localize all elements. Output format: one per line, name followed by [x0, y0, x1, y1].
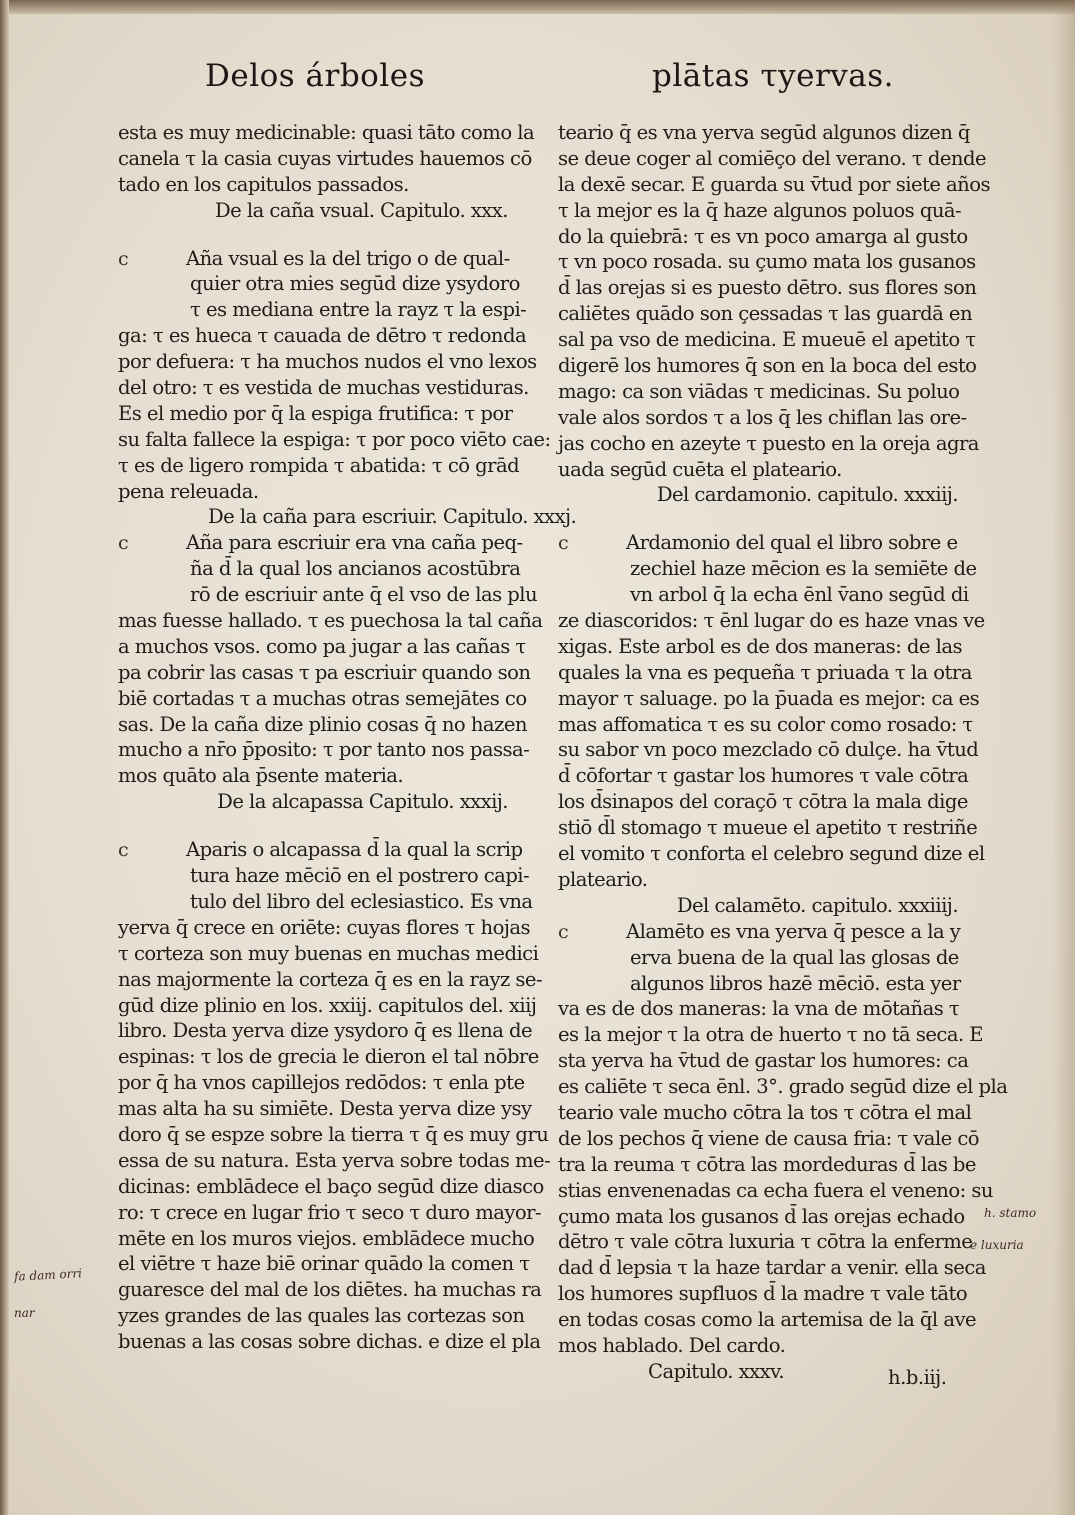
text-line: gūd dize plinio en los. xxiij. capitulos del. xiij: [118, 993, 537, 1017]
text-line: pa cobrir las casas τ pa escriuir quando son: [118, 660, 531, 684]
text-line: uada segūd cuēta el plateario.: [558, 457, 842, 481]
text-line: vale alos sordos τ a los q̄ les chiflan las ore-: [558, 405, 967, 429]
text-line: del otro: τ es vestida de muchas vestiduras.: [118, 376, 529, 400]
chapter-heading: De la caña para escriuir. Capitulo. xxxj.: [208, 505, 577, 529]
text-line: mas alta ha su simiēte. Desta yerva dize ysy: [118, 1097, 532, 1121]
initial-guide-letter: c: [558, 920, 569, 943]
text-line: yzes grandes de las quales las cortezas son: [118, 1304, 525, 1328]
text-line: nas majormente la corteza q̄ es en la rayz se-: [118, 967, 543, 991]
text-line: el vomito τ conforta el celebro segund dize el: [558, 842, 985, 866]
text-line: los humores supfluos d̄ la madre τ vale tāto: [558, 1282, 968, 1306]
left-column: [118, 120, 577, 1355]
initial-guide-letter: c: [118, 839, 129, 862]
text-line: el viētre τ haze biē orinar quādo la comen τ: [118, 1252, 530, 1276]
text-line: por q̄ ha vnos capillejos redōdos: τ enla pte: [118, 1071, 525, 1095]
text-line: canela τ la casia cuyas virtudes hauemos cō: [118, 146, 532, 170]
text-line: stias envenenadas ca echa fuera el veneno: su: [558, 1178, 993, 1202]
text-line: mos quāto ala p̄sente materia.: [118, 764, 404, 788]
chapter-heading: De la alcapassa Capitulo. xxxij.: [217, 790, 508, 814]
text-line: tura haze mēciō en el postrero capi-: [190, 864, 530, 888]
text-line: tado en los capitulos passados.: [118, 172, 409, 196]
line-gap: [118, 815, 518, 837]
text-line: mas fuesse hallado. τ es puechosa la tal caña: [118, 609, 543, 633]
text-line: por defuera: τ ha muchos nudos el vno lexos: [118, 350, 537, 374]
line-text: Ardamonio del qual el libro sobre e: [626, 531, 958, 555]
text-line: caliētes quādo son çessadas τ las guardā en: [558, 302, 973, 326]
text-line: guaresce del mal de los diētes. ha muchas ra: [118, 1278, 542, 1302]
text-line: mucho a nr̄o p̄posito: τ por tanto nos passa-: [118, 738, 530, 762]
text-line: dad d̄ lepsia τ la haze tardar a venir. ella seca: [558, 1256, 986, 1280]
text-line: do la quiebrā: τ es vn poco amarga al gusto: [558, 224, 968, 248]
signature-mark: h.b.iij.: [888, 1366, 947, 1389]
text-line: vn arbol q̄ la echa ēnl v̄ano segūd di: [630, 583, 969, 607]
text-line: a muchos vsos. como pa jugar a las cañas τ: [118, 634, 526, 658]
text-line: essa de su natura. Esta yerva sobre todas me-: [118, 1148, 551, 1172]
text-line: teario vale mucho cōtra la tos τ cōtra el mal: [558, 1100, 972, 1124]
initial-guide-letter: c: [118, 532, 129, 555]
text-line: τ la mejor es la q̄ haze algunos poluos quā-: [558, 198, 962, 222]
marginal-note-left-1: fa dam orri: [13, 1266, 83, 1284]
text-line: d̄ cōfortar τ gastar los humores τ vale cōtra: [558, 764, 969, 788]
text-line: digerē los humores q̄ son en la boca del esto: [558, 354, 977, 378]
text-line: quier otra mies segūd dize ysydoro: [190, 272, 520, 296]
text-line: xigas. Este arbol es de dos maneras: de las: [558, 634, 962, 658]
text-line: dicinas: emblādece el baço segūd dize diasco: [118, 1174, 544, 1198]
page-edge-right: [1053, 0, 1075, 1515]
text-line: su sabor vn poco mezclado cō dulçe. ha v̄tud: [558, 738, 979, 762]
text-line: mēte en los muros viejos. emblādece mucho: [118, 1226, 535, 1250]
page-edge-top: [0, 0, 1075, 14]
marginal-note-left-2: nar: [14, 1306, 35, 1320]
marginal-note-right-1: h. stamo: [984, 1206, 1037, 1220]
text-line: τ es de ligero rompida τ abatida: τ cō grād: [118, 453, 520, 477]
text-line: va es de dos maneras: la vna de mōtañas τ: [558, 997, 960, 1021]
text-line: τ es mediana entre la rayz τ la espi-: [190, 298, 527, 322]
text-line: es la mejor τ la otra de huerto τ no tā seca. E: [558, 1023, 984, 1047]
chapter-heading: Capitulo. xxxv.: [648, 1359, 785, 1383]
chapter-opening-line: [118, 246, 518, 272]
text-line: su falta fallece la espiga: τ por poco viēto cae:: [118, 427, 551, 451]
text-line: en todas cosas como la artemisa de la q̄l ave: [558, 1308, 977, 1332]
line-text: Alamēto es vna yerva q̄ pesce a la y: [626, 919, 961, 943]
text-line: quales la vna es pequeña τ priuada τ la otra: [558, 660, 972, 684]
text-line: algunos libros hazē mēciō. esta yer: [630, 971, 961, 995]
line-gap: [118, 224, 518, 246]
text-line: teario q̄ es vna yerva segūd algunos dizen q̄: [558, 121, 970, 144]
text-line: espinas: τ los de grecia le dieron el tal nōbre: [118, 1045, 539, 1069]
text-line: çumo mata los gusanos d̄ las orejas echado: [558, 1204, 965, 1228]
text-line: sal pa vso de medicina. E mueuē el apetito τ: [558, 328, 976, 352]
chapter-heading: Del calamēto. capitulo. xxxiiij.: [676, 893, 958, 917]
text-line: ro: τ crece en lugar frio τ seco τ duro mayor-: [118, 1200, 542, 1224]
text-line: buenas a las cosas sobre dichas. e dize el pla: [118, 1330, 541, 1354]
text-line: ña d̄ la qual los ancianos acostūbra: [190, 557, 521, 581]
text-line: los d̄sinapos del coraçō τ cōtra la mala dige: [558, 790, 968, 814]
text-line: mas affomatica τ es su color como rosado: τ: [558, 712, 973, 736]
text-line: τ corteza son muy buenas en muchas medici: [118, 941, 539, 965]
text-line: stiō d̄l stomago τ mueue el apetito τ restriñe: [558, 816, 978, 840]
text-line: zechiel haze mēcion es la semiēte de: [630, 557, 977, 581]
text-line: rō de escriuir ante q̄ el vso de las plu: [190, 583, 538, 607]
marginal-note-right-2: e luxuria: [970, 1238, 1024, 1252]
chapter-heading: De la caña vsual. Capitulo. xxx.: [215, 198, 508, 222]
text-line: sta yerva ha v̄tud de gastar los humores: ca: [558, 1049, 969, 1073]
chapter-opening-line: [118, 530, 523, 556]
text-line: dētro τ vale cōtra luxuria τ cōtra la enferme: [558, 1230, 973, 1254]
text-line: plateario.: [558, 867, 648, 891]
text-line: esta es muy medicinable: quasi tāto como la: [118, 121, 535, 144]
text-line: yerva q̄ crece en oriēte: cuyas flores τ hojas: [118, 915, 531, 939]
text-line: pena releuada.: [118, 479, 259, 503]
chapter-heading: Del cardamonio. capitulo. xxxiij.: [656, 483, 958, 507]
chapter-opening-line: [558, 530, 968, 556]
running-head-left: Delos árboles: [205, 58, 426, 94]
line-text: Aña para escriuir era vna caña peq-: [186, 531, 523, 555]
text-line: ze diascoridos: τ ēnl lugar do es haze vnas ve: [558, 609, 985, 633]
page-edge-left: [0, 0, 9, 1515]
text-line: mago: ca son viādas τ medicinas. Su poluo: [558, 379, 960, 403]
chapter-opening-line: [118, 837, 523, 863]
text-line: jas cocho en azeyte τ puesto en la oreja agra: [558, 431, 979, 455]
text-line: doro q̄ se espze sobre la tierra τ q̄ es muy gru: [118, 1122, 549, 1146]
line-text: Aña vsual es la del trigo o de qual-: [186, 246, 510, 270]
running-head-right: plātas τyervas.: [652, 58, 895, 94]
text-line: la dexē secar. E guarda su v̄tud por siete años: [558, 172, 990, 196]
text-line: se deue coger al comiēço del verano. τ dende: [558, 146, 986, 170]
text-line: τ vn poco rosada. su çumo mata los gusanos: [558, 250, 976, 274]
text-line: es caliēte τ seca ēnl. 3°. grado segūd dize el pla: [558, 1075, 1008, 1099]
line-text: Aparis o alcapassa d̄ la qual la scrip: [186, 838, 523, 862]
text-line: d̄ las orejas si es puesto dētro. sus flores son: [558, 276, 977, 300]
text-line: ga: τ es hueca τ cauada de dētro τ redonda: [118, 324, 527, 348]
initial-guide-letter: c: [118, 247, 129, 270]
line-gap: [558, 508, 968, 530]
text-line: erva buena de la qual las glosas de: [630, 945, 959, 969]
chapter-opening-line: [558, 919, 968, 945]
initial-guide-letter: c: [558, 532, 569, 555]
text-line: de los pechos q̄ viene de causa fria: τ vale cō: [558, 1126, 980, 1150]
text-line: sas. De la caña dize plinio cosas q̄ no hazen: [118, 712, 527, 736]
text-line: mos hablado. Del cardo.: [558, 1333, 786, 1357]
text-line: Es el medio por q̄ la espiga frutifica: τ por: [118, 401, 513, 425]
text-line: tra la reuma τ cōtra las mordeduras d̄ las be: [558, 1152, 976, 1176]
text-line: biē cortadas τ a muchas otras semejātes co: [118, 686, 527, 710]
text-line: mayor τ saluage. po la p̄uada es mejor: ca es: [558, 686, 980, 710]
text-line: libro. Desta yerva dize ysydoro q̄ es llena de: [118, 1019, 533, 1043]
text-line: tulo del libro del eclesiastico. Es vna: [190, 889, 533, 913]
